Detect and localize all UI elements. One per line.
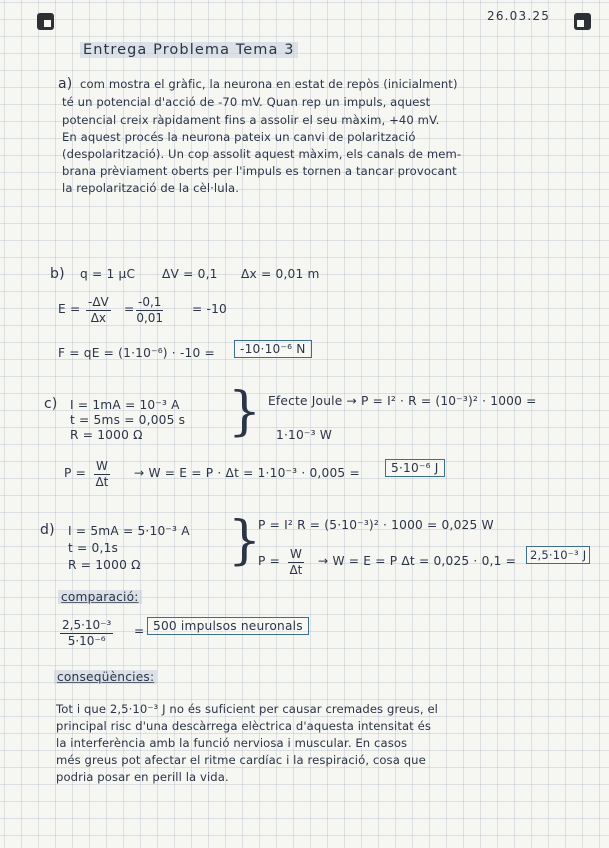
fraction-denominator: Δx — [90, 311, 107, 325]
power-line: P = I² R = (5·10⁻³)² · 1000 = 0,025 W — [258, 518, 494, 532]
given-distance: Δx = 0,01 m — [241, 267, 320, 281]
answer-a-line: (despolarització). Un cop assolit aquest màxim, els canals de mem- — [62, 147, 462, 161]
joule-effect-line: Efecte Joule → P = I² · R = (10⁻³)² · 1000 = — [268, 394, 537, 408]
given-voltage: ΔV = 0,1 — [162, 267, 218, 281]
energy-answer-box: 2,5·10⁻³ J — [526, 546, 590, 564]
given-charge: q = 1 μC — [80, 267, 136, 281]
power-fraction — [288, 547, 304, 578]
comparison-heading: comparació: — [58, 590, 142, 604]
fraction-numerator: -ΔV — [88, 295, 109, 309]
power-fraction — [94, 459, 110, 490]
joule-power-result: 1·10⁻³ W — [276, 428, 332, 442]
fraction-denominator: Δt — [95, 475, 109, 489]
page-title: Entrega Problema Tema 3 — [80, 42, 298, 58]
brace-icon: } — [228, 382, 262, 442]
fraction-denominator: Δt — [289, 563, 303, 577]
fraction-denominator: 5·10⁻⁶ — [67, 634, 106, 648]
answer-a-line: la repolarització de la cèl·lula. — [62, 181, 240, 195]
power-label: P = — [258, 554, 281, 568]
force-answer-box: -10·10⁻⁶ N — [234, 340, 312, 358]
comparison-ratio — [60, 618, 113, 649]
field-label: E = — [58, 302, 81, 316]
section-d-label: d) — [40, 522, 55, 538]
comparison-answer-box: 500 impulsos neuronals — [147, 617, 309, 635]
fraction-denominator: 0,01 — [136, 311, 164, 325]
fraction-numerator: W — [290, 547, 302, 561]
section-b-label: b) — [50, 266, 65, 282]
answer-a-line: com mostra el gràfic, la neurona en estat de repòs (inicialment) — [80, 77, 458, 91]
fraction-numerator: -0,1 — [138, 295, 162, 309]
consequences-heading: conseqüències: — [54, 670, 157, 684]
given-time: t = 0,1s — [68, 541, 119, 555]
consequences-line: principal risc d'una descàrrega elèctrica d'aquesta intensitat és — [56, 719, 431, 733]
consequences-line: podria posar en perill la vida. — [56, 770, 229, 784]
page-marker-right-icon — [574, 13, 591, 30]
section-a-label: a) — [58, 76, 73, 92]
given-resistance: R = 1000 Ω — [68, 558, 141, 572]
consequences-line: la interferència amb la funció nerviosa i muscular. En casos — [56, 736, 408, 750]
equals-sign: = — [134, 624, 145, 638]
given-time: t = 5ms = 0,005 s — [70, 413, 186, 427]
field-result: = -10 — [192, 302, 227, 316]
answer-a-line: brana prèviament oberts per l'impuls es tornen a tancar provocant — [62, 164, 457, 178]
date: 26.03.25 — [487, 9, 551, 23]
force-expression: F = qE = (1·10⁻⁶) · -10 = — [58, 346, 215, 360]
fraction-numerator: W — [96, 459, 108, 473]
page-marker-left-icon — [37, 13, 54, 30]
fraction-numerator: 2,5·10⁻³ — [62, 618, 112, 632]
power-label: P = — [64, 466, 87, 480]
energy-answer-box: 5·10⁻⁶ J — [385, 459, 445, 477]
field-fraction-symbolic — [86, 295, 111, 326]
energy-expression: → W = E = P Δt = 0,025 · 0,1 = — [318, 554, 517, 568]
section-c-label: c) — [44, 396, 58, 412]
consequences-line: Tot i que 2,5·10⁻³ J no és suficient per causar cremades greus, el — [56, 702, 439, 716]
answer-a-line: té un potencial d'acció de -70 mV. Quan rep un impuls, aquest — [62, 95, 431, 109]
energy-expression: → W = E = P · Δt = 1·10⁻³ · 0,005 = — [134, 466, 360, 480]
given-current: I = 1mA = 10⁻³ A — [70, 398, 180, 412]
answer-a-line: En aquest procés la neurona pateix un canvi de polarització — [62, 130, 416, 144]
consequences-line: més greus pot afectar el ritme cardíac i la respiració, cosa que — [56, 753, 426, 767]
given-resistance: R = 1000 Ω — [70, 428, 143, 442]
given-current: I = 5mA = 5·10⁻³ A — [68, 524, 190, 538]
field-fraction-numeric — [136, 295, 163, 326]
equals-sign: = — [124, 302, 135, 316]
answer-a-line: potencial creix ràpidament fins a assolir el seu màxim, +40 mV. — [62, 113, 440, 127]
brace-icon: } — [228, 511, 262, 571]
